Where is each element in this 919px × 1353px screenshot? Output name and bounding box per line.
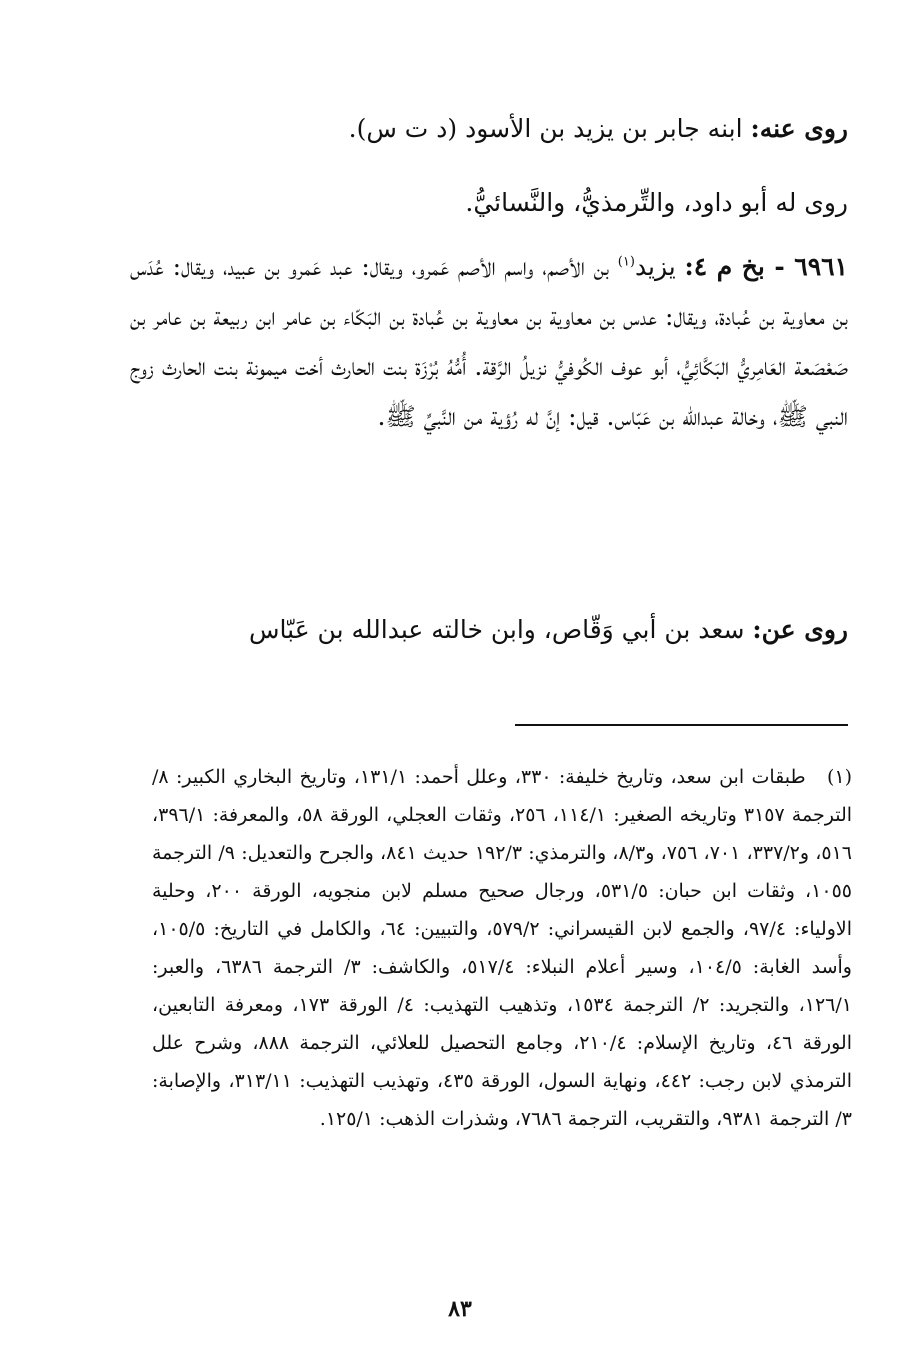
footnote-reference: (١) <box>617 254 635 270</box>
page-number: ٨٣ <box>448 1296 472 1322</box>
footnote-separator <box>515 724 848 726</box>
entry-number: ٦٩٦١ - بخ م ٤: <box>684 252 848 281</box>
narrated-from-him-paragraph <box>130 104 848 154</box>
footnote <box>152 758 852 1138</box>
narrated-from-text: سعد بن أبي وَقّاص، وابن خالته عبدالله بن عَبّاس <box>249 615 745 644</box>
biography-entry <box>130 242 848 442</box>
narrated-from-him-label: روى عنه: <box>750 114 848 143</box>
narrated-by-paragraph <box>130 178 848 228</box>
entry-name: يزيد <box>634 252 676 281</box>
narrated-from-paragraph <box>130 605 848 655</box>
footnote-text: طبقات ابن سعد، وتاريخ خليفة: ٣٣٠، وعلل أحمد: ١٣١/١، وتاريخ البخاري الكبير: ٨/ الترجمة ٣١٥٧ وتاريخه الصغير: ١١٤/١، ٢٥٦، وثقات العجلي، الورقة ٥٨، والمعرفة: ٣٩٦/١، ٥١٦، و٣٣٧/٢، ٧٠١، ٧٥٦، و٨/٣، والترمذي: ١٩٢/٣ حديث ٨٤١، والجرح والتعديل: ٩/ الترجمة ١٠٥٥، وثقات ابن حبان: ٥٣١/٥، ورجال صحيح مسلم لابن منجويه، الورقة ٢٠٠، وحلية الاولياء: ٩٧/٤، والجمع لابن القيسراني: ٥٧٩/٢، والتبيين: ٦٤، والكامل في التاريخ: ١٠٥/٥، وأسد الغابة: ١٠٤/٥، وسير أعلام النبلاء: ٥١٧/٤، والكاشف: ٣/ الترجمة ٦٣٨٦، والعبر: ١٢٦/١، والتجريد: ٢/ الترجمة ١٥٣٤، وتذهيب التهذيب: ٤/ الورقة ١٧٣، ومعرفة التابعين، الورقة ٤٦، وتاريخ الإسلام: ٢١٠/٤، وجامع التحصيل للعلائي، الترجمة ٨٨٨، وشرح علل الترمذي لابن رجب: ٤٤٢، ونهاية السول، الورقة ٤٣٥، وتهذيب التهذيب: ٣١٣/١١، والإصابة: ٣/ الترجمة ٩٣٨١، والتقريب، الترجمة ٧٦٨٦، وشذرات الذهب: ١٢٥/١. <box>152 766 853 1130</box>
narrated-from-label: روى عن: <box>752 615 848 644</box>
entry-text: بن الأصم، واسم الأصم عَمرو، ويقال: عبد عَمرو بن عبيد، ويقال: عُدَس بن معاوية بن عُبادة، ويقال: عدس بن معاوية بن معاوية بن عُبادة بن البَكّاء بن عامر ابن ربيعة بن عامر بن صَعْصَعة العَامِريُّ البَكَّائِيُّ، أبو عوف الكُوفيُّ نزيلُ الرَّقة. أُمُّهُ بُرْزَة بنت الحارث أخت ميمونة بنت الحارث زوج النبي ﷺ، وخالة عبدالله بن عَبّاس. قيل: إنَّ له رُؤية من النَّبيِّ ﷺ. <box>130 252 848 431</box>
footnote-marker: (١) <box>826 766 853 788</box>
narrated-by-text: روى له أبو داود، والتِّرمذيُّ، والنَّسائيُّ. <box>465 188 848 217</box>
narrated-from-him-text: ابنه جابر بن يزيد بن الأسود (د ت س). <box>348 114 743 143</box>
